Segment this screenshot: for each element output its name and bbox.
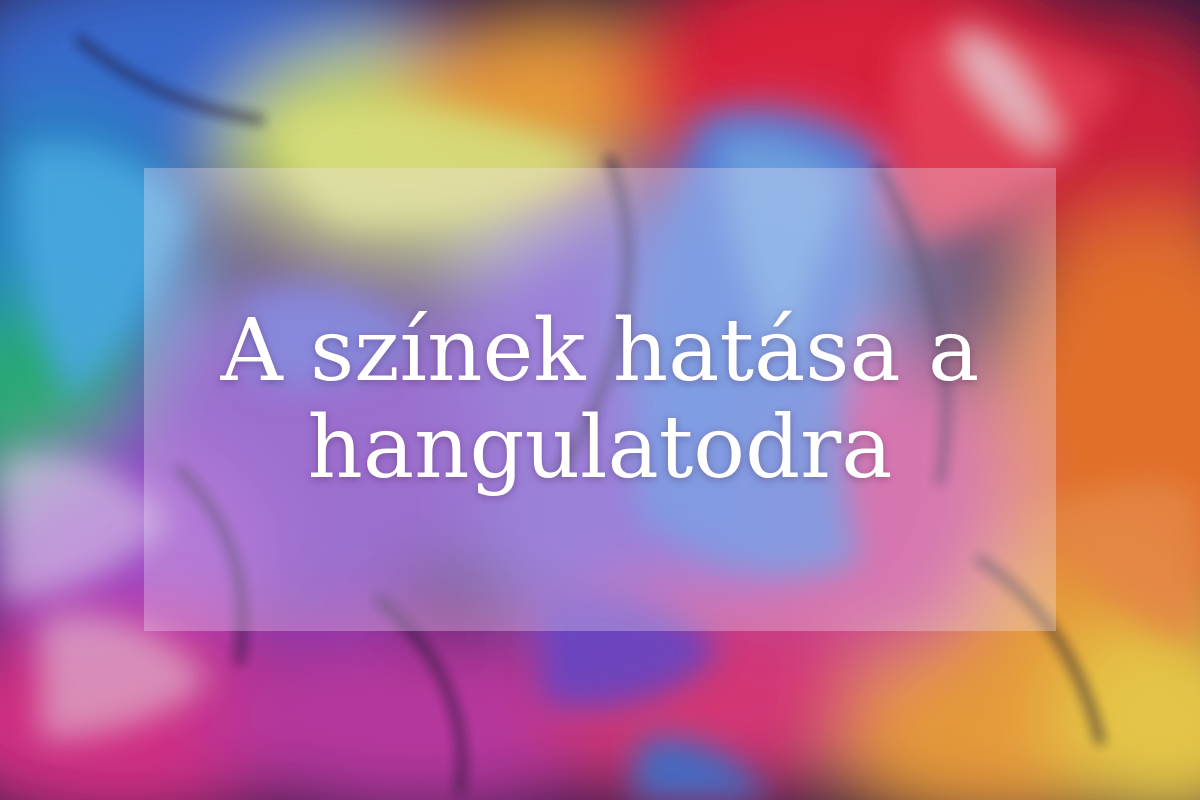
page-title: A színek hatása a hangulatodra [220,301,980,498]
title-overlay-panel [144,168,1056,631]
